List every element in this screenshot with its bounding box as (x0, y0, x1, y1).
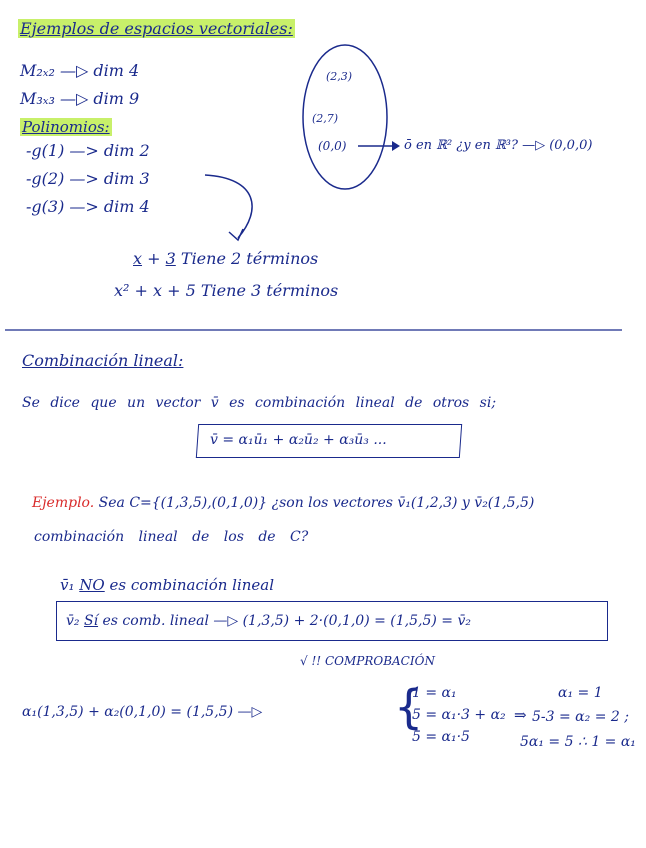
poly-example-1: x + 3 Tiene 2 términos (133, 249, 319, 268)
system-eq-2: 5 = α₁·3 + α₂ (412, 707, 506, 723)
definition-text: Se dice que un vector v̄ es combinación lineal de otros si; (22, 395, 497, 411)
check-mark: √ (300, 654, 308, 668)
set-point-1: (2,3) (326, 70, 353, 83)
example-line-1: Ejemplo. Sea C={(1,3,5),(0,1,0)} ¿son los vectores v̄₁(1,2,3) y v̄₂(1,5,5) (32, 495, 535, 511)
matrix-2x2-dim: M₂ₓ₂ —▷ dim 4 (20, 61, 140, 80)
solution-1: α₁ = 1 (558, 685, 603, 701)
poly-example-2: x² + x + 5 Tiene 3 términos (114, 281, 339, 300)
v2-statement: v̄₂ Sí es comb. lineal —▷ (1,3,5) + 2·(0,1,0) = (1,5,5) = v̄₂ (66, 613, 471, 629)
check-label: √ !! COMPROBACIÓN (300, 654, 435, 668)
curved-arrow-head (229, 229, 243, 240)
solution-3: 5α₁ = 5 ∴ 1 = α₁ (520, 734, 636, 750)
set-point-2: (2,7) (312, 112, 339, 125)
section1-title: Ejemplos de espacios vectoriales: (20, 19, 293, 38)
solution-2: 5-3 = α₂ = 2 ; (532, 709, 629, 725)
system-lhs: α₁(1,3,5) + α₂(0,1,0) = (1,5,5) —▷ (22, 704, 263, 720)
set-point-3: (0,0) (318, 139, 347, 153)
zero-arrow-head (392, 141, 400, 151)
matrix-3x3-dim: M₃ₓ₃ —▷ dim 9 (20, 89, 140, 108)
formula: v̄ = α₁ū₁ + α₂ū₂ + α₃ū₃ ... (210, 432, 387, 448)
poly-item-3: -g(3) —> dim 4 (26, 197, 150, 216)
section2-title: Combinación lineal: (22, 351, 184, 370)
example-label: Ejemplo. (32, 495, 95, 511)
curved-arrow (205, 175, 252, 238)
polynomials-heading: Polinomios: (22, 118, 110, 136)
system-brace: { (394, 680, 424, 734)
poly-item-2: -g(2) —> dim 3 (26, 169, 150, 188)
system-eq-1: 1 = α₁ (412, 685, 457, 701)
example-line-2: combinación lineal de los de C? (34, 529, 309, 545)
v1-statement: v̄₁ NO es combinación lineal (60, 576, 275, 594)
poly-item-1: -g(1) —> dim 2 (26, 141, 150, 160)
zero-vector-note: ō en ℝ² ¿y en ℝ³? —▷ (0,0,0) (404, 138, 593, 153)
system-eq-3: 5 = α₁·5 (412, 729, 470, 745)
implies-arrow: ⇒ (514, 706, 527, 724)
